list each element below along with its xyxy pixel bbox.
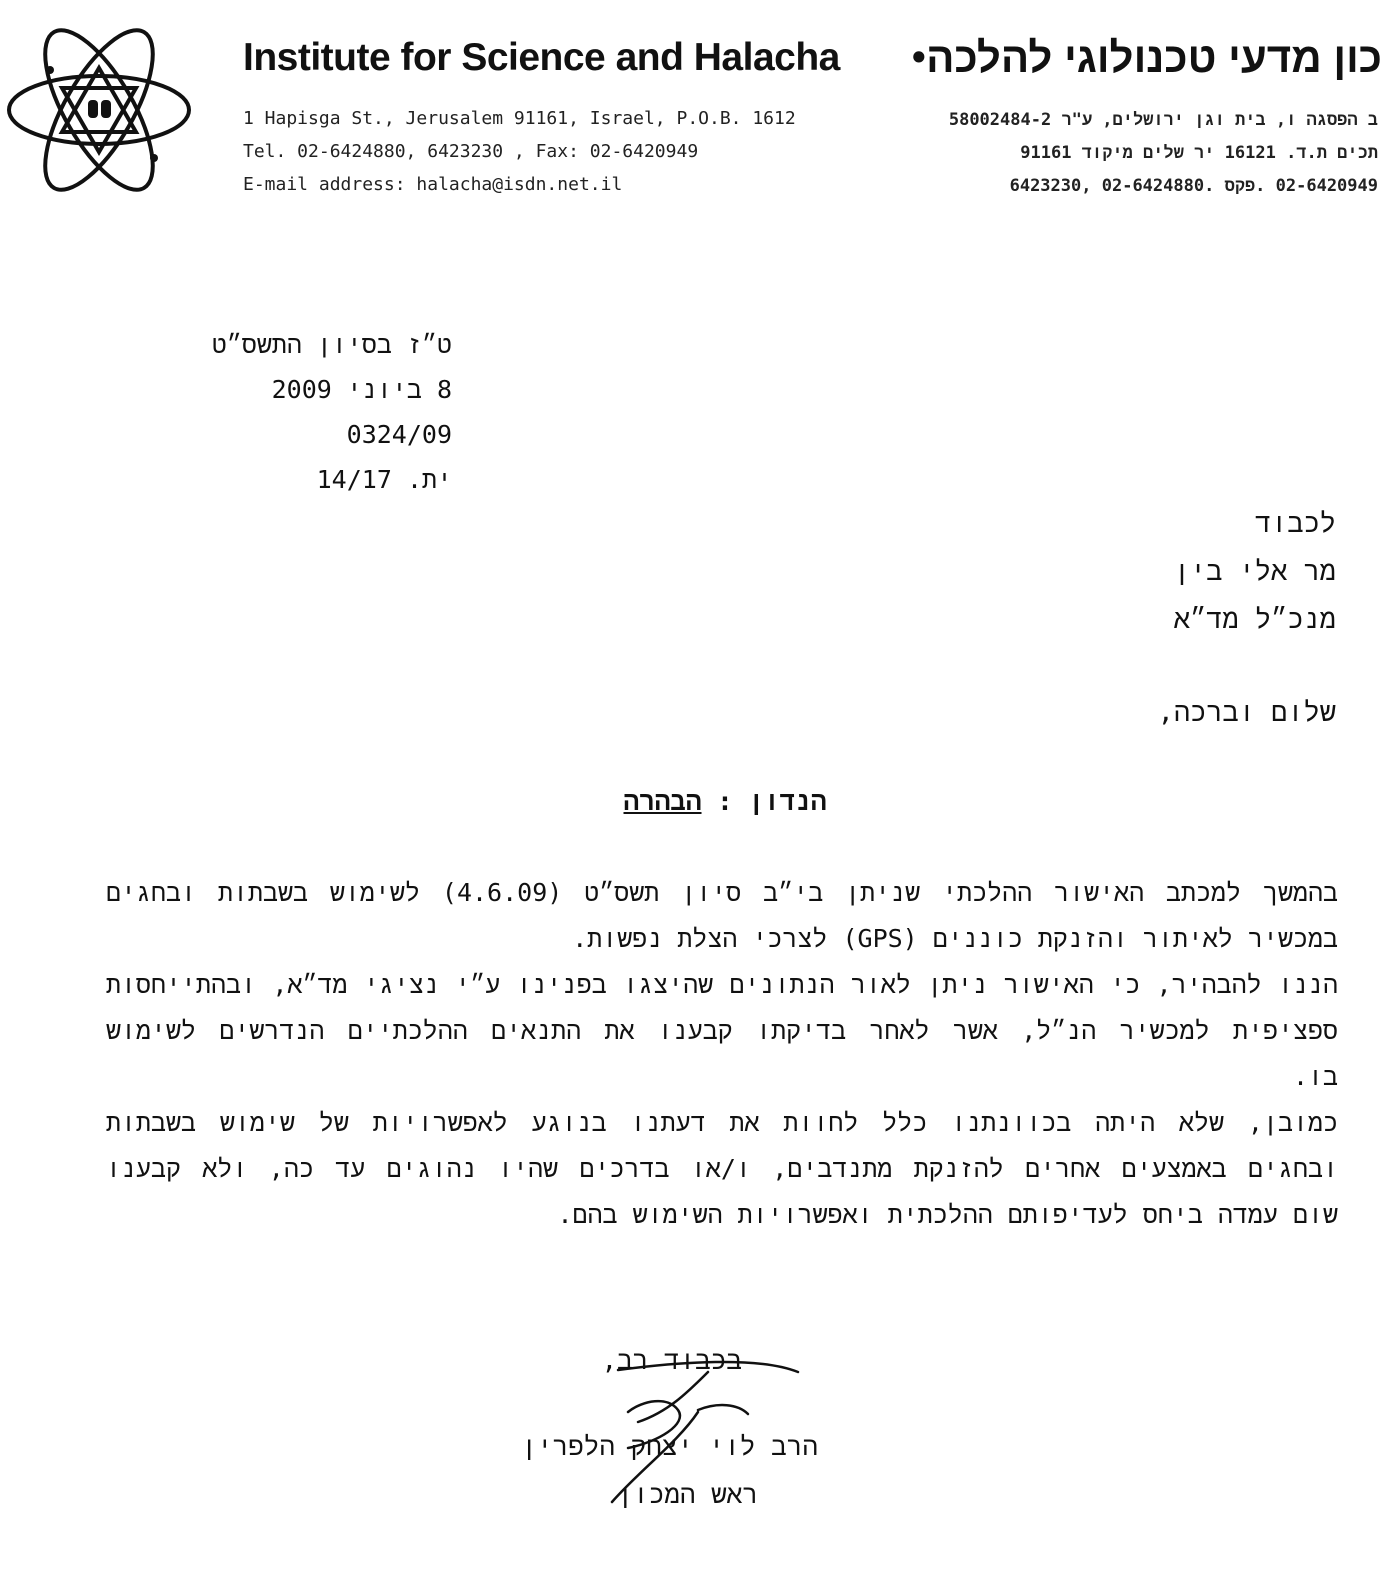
institute-name-hebrew: כון מדעי טכנולוגי להלכה bbox=[926, 34, 1382, 81]
letter-body bbox=[106, 870, 1338, 1238]
phone-hebrew: 02-6420949 .פקס .02-6424880 ,6423230 bbox=[1009, 176, 1378, 196]
body-line: הננו להבהיר, כי האישור ניתן לאור הנתונים שהיצגו בפנינו ע״י נציגי מד״א, ובהתייחסות bbox=[106, 970, 1338, 999]
subject-label: הנדון : bbox=[717, 787, 827, 817]
body-line: בהמשך למכתב האישור ההלכתי שניתן בי״ב סיון תשס״ט (4.6.09) לשימוש בשבתות ובחגים bbox=[106, 878, 1338, 907]
gregorian-date: 8 ביוני 2009 bbox=[271, 375, 452, 404]
subject-value: הבהרה bbox=[623, 787, 702, 817]
address-english: 1 Hapisga St., Jerusalem 91161, Israel, P.O.B. 1612 bbox=[243, 108, 796, 129]
greeting: שלום וברכה, bbox=[1157, 697, 1336, 728]
body-line: ספציפית למכשיר הנ״ל, אשר לאחר בדיקתו קבענו את התנאים ההלכתיים הנדרשים לשימוש bbox=[106, 1016, 1338, 1045]
institute-name-english: Institute for Science and Halacha bbox=[243, 36, 840, 79]
phone-english: Tel. 02-6424880, 6423230 , Fax: 02-6420949 bbox=[243, 141, 699, 162]
recipient-title: מנכ״ל מד״א bbox=[1173, 604, 1336, 635]
closing-regards: בכבוד רב, bbox=[601, 1346, 742, 1376]
address-hebrew-line-1: ב הפסגה ו, בית וגן ירושלים, ע"ר 58002484-2 bbox=[948, 110, 1378, 130]
body-line: במכשיר לאיתור והזנקת כוננים (GPS) לצרכי הצלת נפשות. bbox=[572, 924, 1338, 953]
subject-line bbox=[0, 787, 1400, 818]
body-line: שום עמדה ביחס לעדיפותם ההלכתית ואפשרויות השימוש בהם. bbox=[557, 1200, 1338, 1229]
recipient-name: מר אלי בין bbox=[1173, 556, 1336, 587]
body-line: כמובן, שלא היתה בכוונתנו כלל לחוות את דעתנו בנוגע לאפשרויות של שימוש בשבתות bbox=[106, 1108, 1338, 1137]
signer-name: הרב לוי יצחק הלפרין bbox=[521, 1432, 818, 1462]
email-english: E-mail address: halacha@isdn.net.il bbox=[243, 174, 623, 195]
recipient-salutation: לכבוד bbox=[1254, 508, 1336, 539]
address-hebrew-line-2: תכים ת.ד. 16121 יר שלים מיקוד 91161 bbox=[1020, 143, 1378, 163]
body-line: ובחגים באמצעים אחרים להזנקת מתנדבים, ו/או בדרכים שהיו נהוגים עד כה, ולא קבענו bbox=[106, 1154, 1338, 1183]
title-separator: • bbox=[912, 36, 926, 79]
hebrew-date: ט״ז בסיון התשס״ט bbox=[211, 330, 452, 359]
handwritten-signature bbox=[598, 1352, 813, 1512]
reference-number: 0324/09 bbox=[346, 420, 452, 449]
institute-logo bbox=[4, 28, 194, 193]
reference-code: ית. 14/17 bbox=[316, 465, 452, 494]
body-line: בו. bbox=[1292, 1062, 1338, 1091]
signer-role: ראש המכון bbox=[617, 1480, 758, 1510]
